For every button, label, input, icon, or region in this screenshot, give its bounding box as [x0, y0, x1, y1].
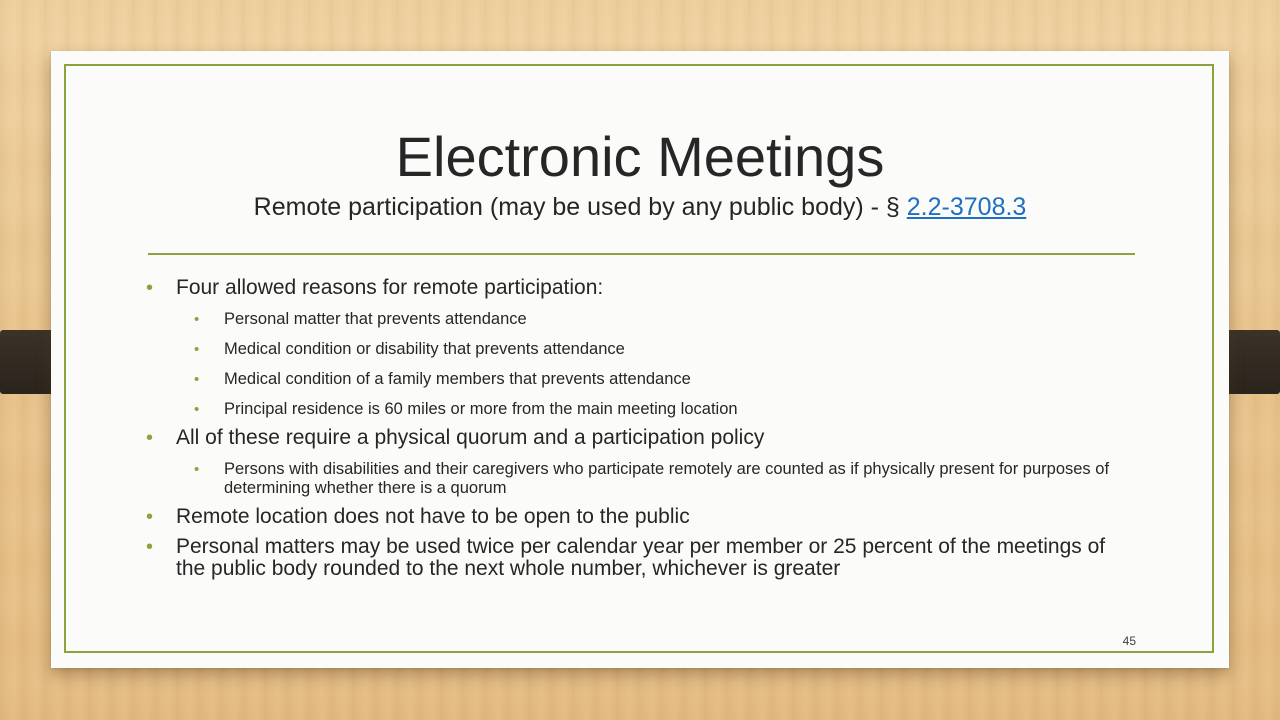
slide-paper	[51, 51, 1229, 668]
sub-bullet-item: • Medical condition of a family members that prevents attendance	[146, 370, 1136, 389]
bullet-item: • All of these require a physical quorum and a participation policy	[146, 427, 1136, 449]
bullet-list	[146, 269, 1136, 580]
sub-bullet-item: • Personal matter that prevents attendance	[146, 310, 1136, 329]
title-divider	[148, 253, 1135, 255]
sub-bullet-item: • Principal residence is 60 miles or more from the main meeting location	[146, 400, 1136, 419]
slide-subtitle	[51, 191, 1229, 223]
sub-bullet-item: • Persons with disabilities and their caregivers who participate remotely are counted as if physically present for purposes of determining whether there is a quorum	[146, 460, 1136, 498]
bullet-item: • Four allowed reasons for remote participation:	[146, 277, 1136, 299]
sub-bullet-item: • Medical condition or disability that prevents attendance	[146, 340, 1136, 359]
slide-page-number: 45	[1122, 634, 1136, 648]
bullet-item: • Personal matters may be used twice per calendar year per member or 25 percent of the meetings of the public body rounded to the next whole number, whichever is greater	[146, 536, 1136, 580]
bullet-item: • Remote location does not have to be open to the public	[146, 506, 1136, 528]
slide-title: Electronic Meetings	[395, 125, 885, 188]
statute-link[interactable]: 2.2-3708.3	[906, 193, 1027, 221]
subtitle-text: Remote participation (may be used by any public body) - §	[253, 193, 907, 221]
